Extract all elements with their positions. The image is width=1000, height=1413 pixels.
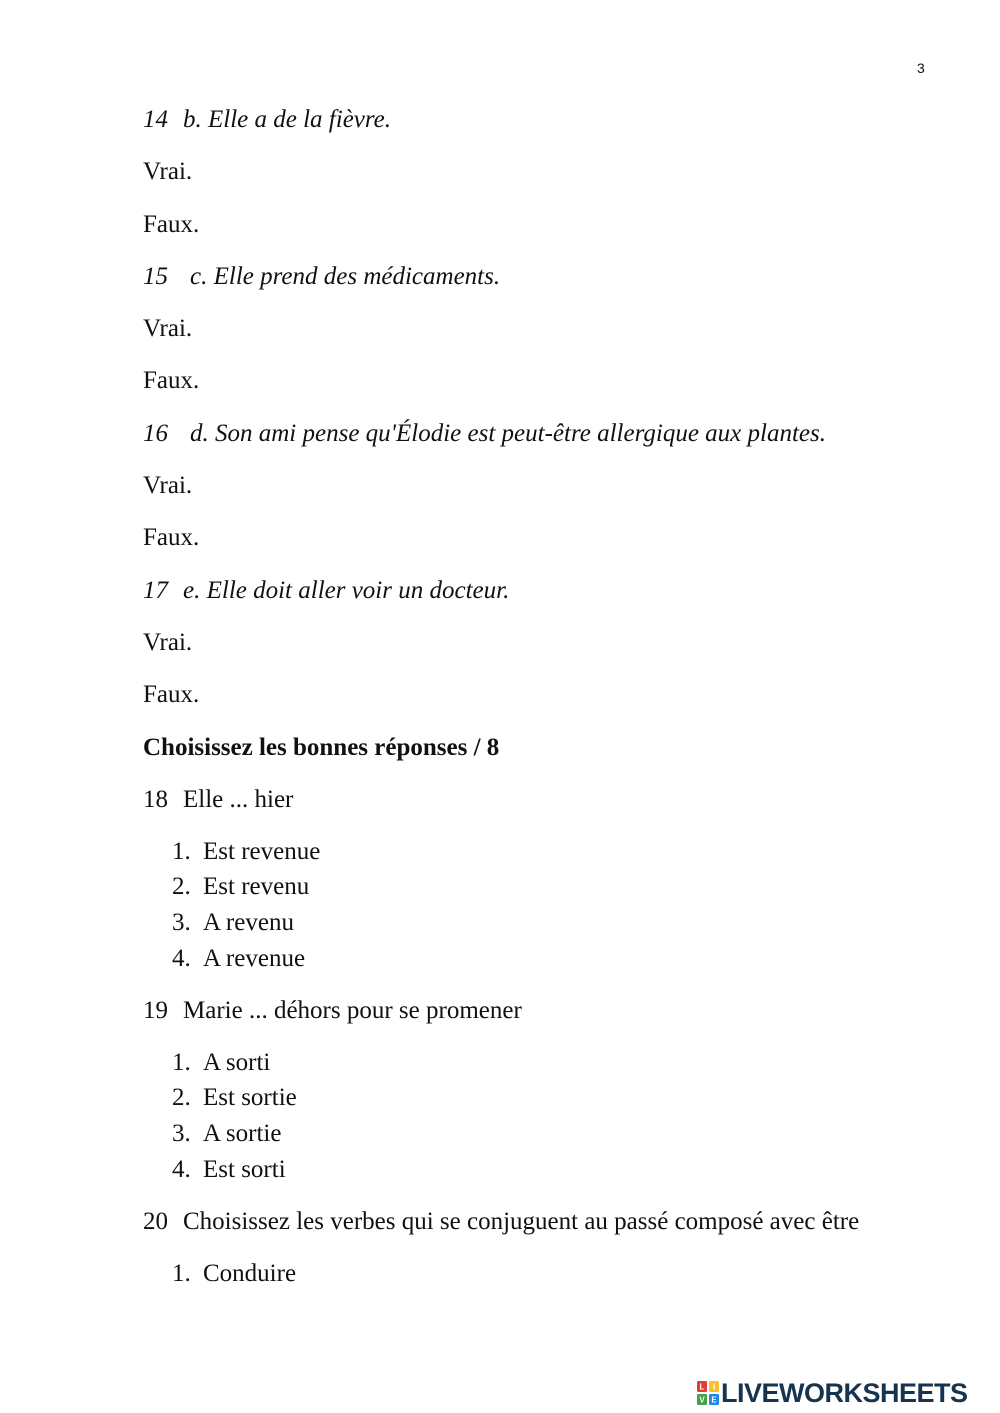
answer-label: Est sortie	[203, 1084, 297, 1111]
answer-label: Est sorti	[203, 1156, 286, 1183]
question-prompt: Marie ... déhors pour se promener	[183, 997, 522, 1024]
logo-letter: L	[699, 1382, 705, 1392]
answer-option[interactable]	[172, 872, 309, 902]
option-true[interactable]: Vrai.	[143, 158, 193, 185]
option-true[interactable]: Vrai.	[143, 315, 193, 342]
question-number: 20	[143, 1208, 168, 1235]
list-marker: 3.	[172, 1120, 191, 1147]
list-marker: 4.	[172, 1156, 191, 1183]
question-statement: b. Elle a de la fièvre.	[183, 106, 392, 133]
question-number: 14	[143, 106, 168, 133]
list-marker: 1.	[172, 838, 191, 865]
list-marker: 1.	[172, 1260, 191, 1287]
question-number: 19	[143, 997, 168, 1024]
question-number: 16	[143, 420, 168, 447]
answer-label: Est revenue	[203, 838, 321, 865]
answer-option[interactable]	[172, 1259, 296, 1289]
answer-label: A revenu	[203, 909, 294, 936]
section-heading: Choisissez les bonnes réponses / 8	[143, 734, 500, 761]
list-marker: 3.	[172, 909, 191, 936]
liveworksheets-logo-icon	[697, 1381, 719, 1405]
liveworksheets-brand[interactable]	[697, 1378, 968, 1408]
answer-label: A revenue	[203, 945, 306, 972]
question-14	[143, 105, 391, 135]
option-false[interactable]: Faux.	[143, 367, 200, 394]
list-marker: 2.	[172, 873, 191, 900]
brand-name: LIVEWORKSHEETS	[721, 1377, 968, 1408]
option-true[interactable]: Vrai.	[143, 629, 193, 656]
answer-option[interactable]	[172, 837, 320, 867]
answer-option[interactable]	[172, 1048, 270, 1078]
question-prompt: Choisissez les verbes qui se conjuguent au passé composé avec être	[183, 1208, 860, 1235]
answer-option[interactable]	[172, 944, 305, 974]
answer-label: Est revenu	[203, 873, 310, 900]
question-prompt: Elle ... hier	[183, 786, 294, 813]
question-18	[143, 785, 293, 815]
answer-label: A sorti	[203, 1049, 271, 1076]
list-marker: 4.	[172, 945, 191, 972]
question-statement: e. Elle doit aller voir un docteur.	[183, 577, 510, 604]
answer-label: A sortie	[203, 1120, 282, 1147]
question-16	[143, 419, 826, 449]
question-number: 15	[143, 263, 168, 290]
option-false[interactable]: Faux.	[143, 681, 200, 708]
answer-option[interactable]	[172, 1155, 286, 1185]
answer-option[interactable]	[172, 1119, 281, 1149]
option-false[interactable]: Faux.	[143, 524, 200, 551]
question-17	[143, 576, 509, 606]
option-true[interactable]: Vrai.	[143, 472, 193, 499]
logo-letter: V	[699, 1395, 705, 1405]
answer-option[interactable]	[172, 908, 294, 938]
question-statement: c. Elle prend des médicaments.	[190, 263, 501, 290]
question-20	[143, 1207, 859, 1237]
option-false[interactable]: Faux.	[143, 211, 200, 238]
question-number: 17	[143, 577, 168, 604]
logo-letter: I	[712, 1382, 716, 1392]
answer-label: Conduire	[203, 1260, 297, 1287]
question-15	[143, 262, 500, 292]
question-statement: d. Son ami pense qu'Élodie est peut-être allergique aux plantes.	[190, 420, 826, 447]
question-19	[143, 996, 522, 1026]
page-number: 3	[917, 60, 925, 76]
question-number: 18	[143, 786, 168, 813]
list-marker: 1.	[172, 1049, 191, 1076]
answer-option[interactable]	[172, 1083, 297, 1113]
logo-letter: E	[711, 1395, 717, 1405]
list-marker: 2.	[172, 1084, 191, 1111]
